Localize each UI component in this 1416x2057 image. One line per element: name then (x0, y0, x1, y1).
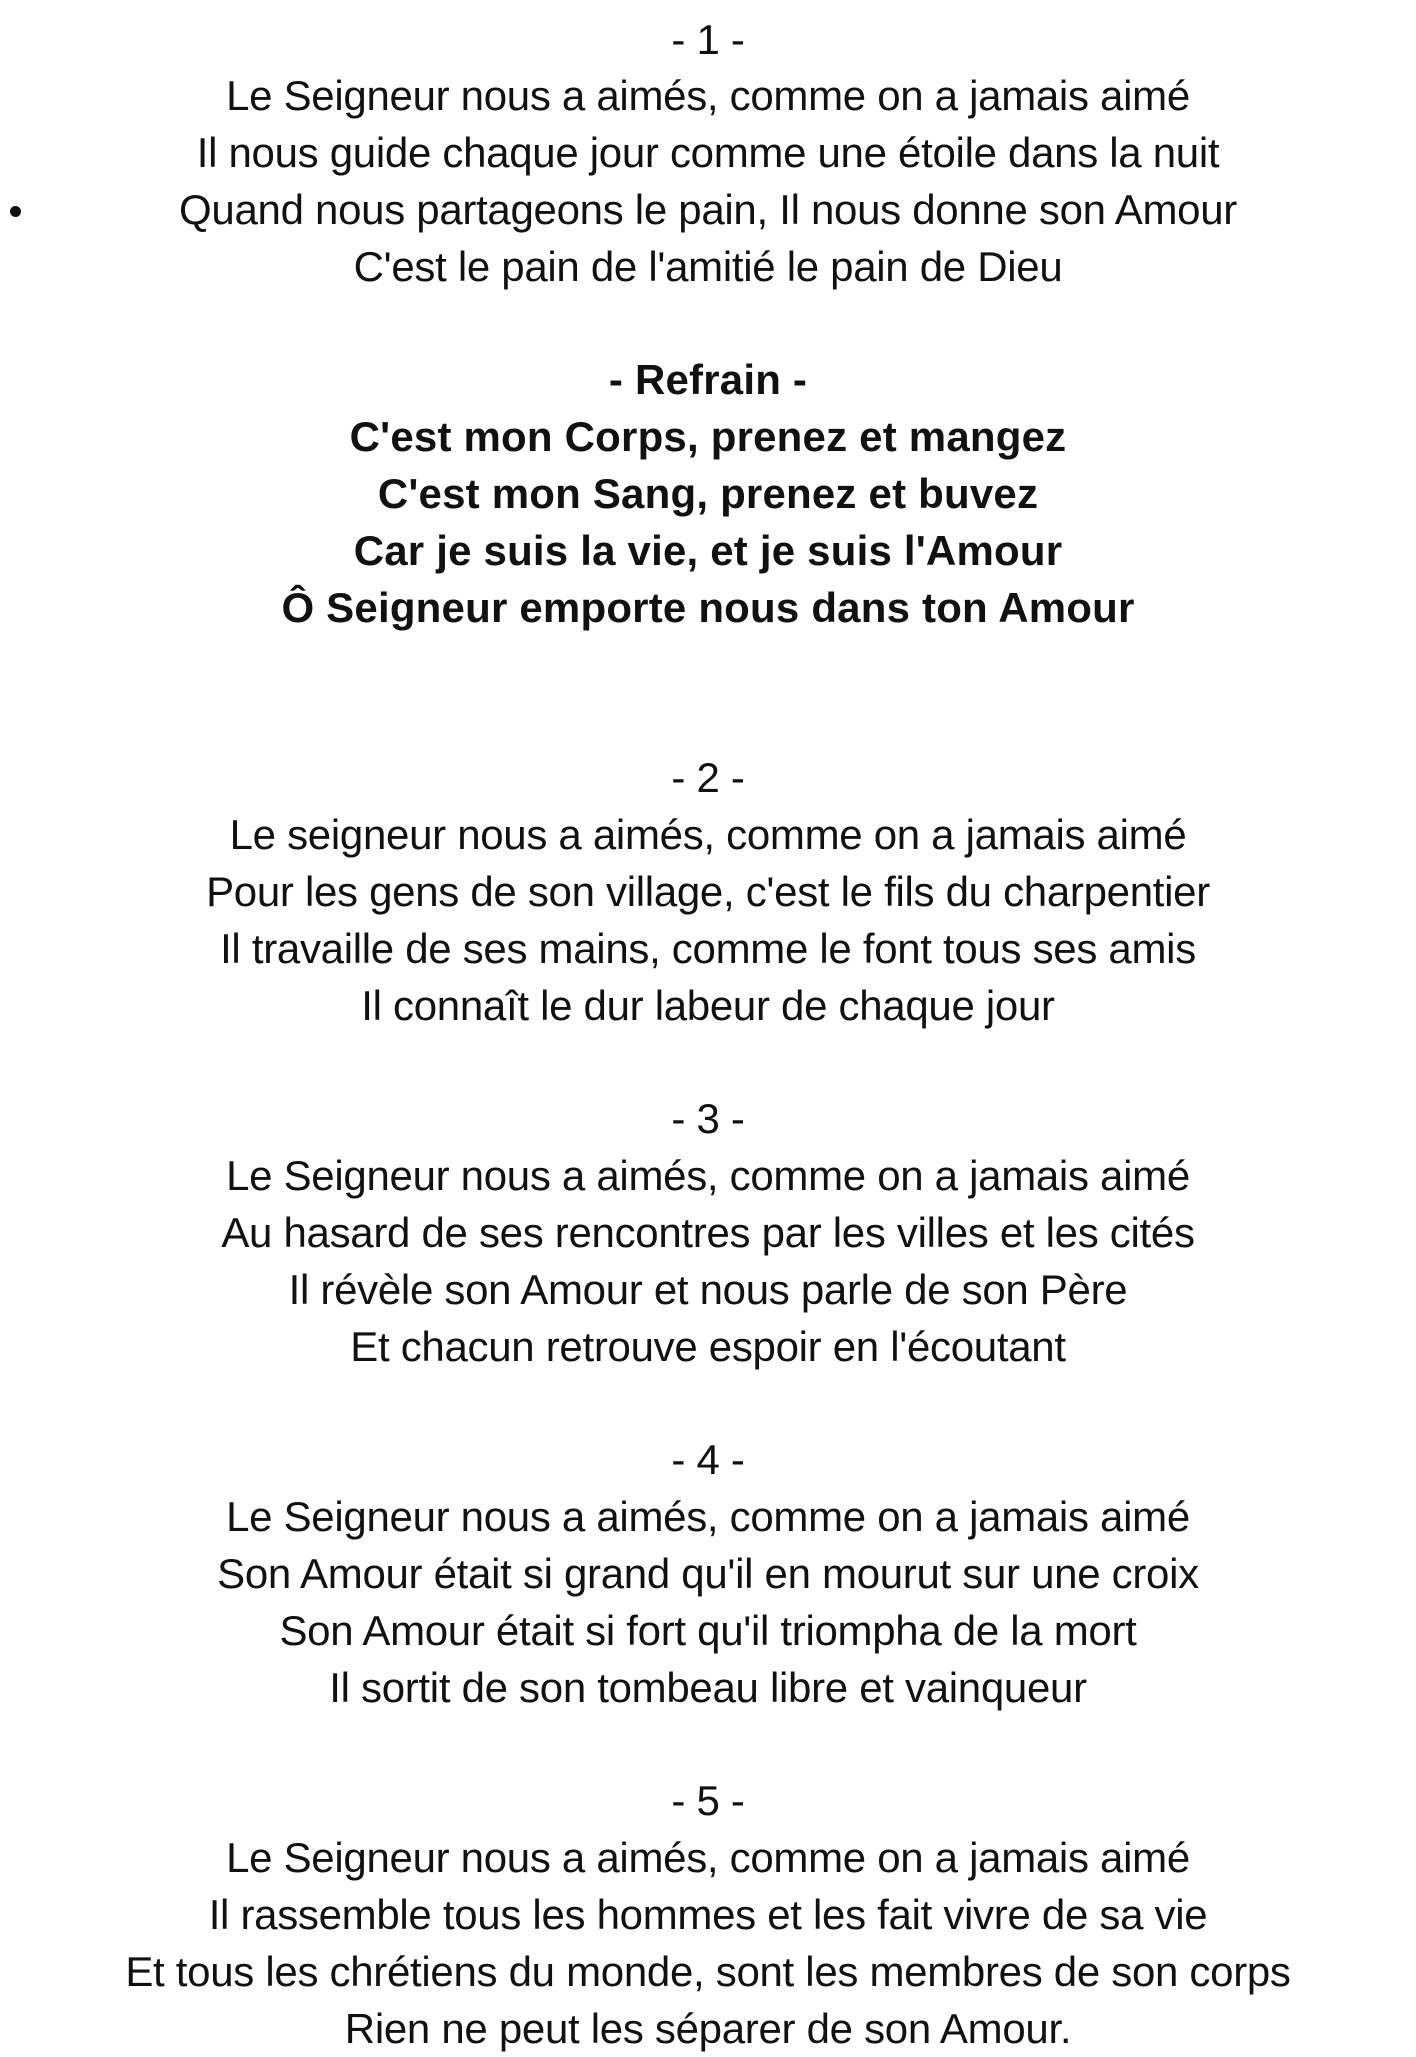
verse-1-line-2: Il nous guide chaque jour comme une étoile dans la nuit (196, 129, 1220, 176)
verse-1-line-3: Quand nous partageons le pain, Il nous donne son Amour (179, 186, 1237, 233)
refrain-heading: - Refrain - (608, 356, 808, 403)
verse-4-line-3: Son Amour était si fort qu'il triompha de la mort (279, 1607, 1137, 1654)
verse-4-line-4: Il sortit de son tombeau libre et vainqueur (329, 1664, 1087, 1711)
verse-1-line-4: C'est le pain de l'amitié le pain de Dieu (353, 243, 1063, 290)
verse-3-line-3: Il révèle son Amour et nous parle de son Père (288, 1266, 1128, 1313)
verse-3-line-4: Et chacun retrouve espoir en l'écoutant (350, 1323, 1066, 1370)
verse-3-heading: - 3 - (671, 1095, 745, 1142)
refrain-line-4: Ô Seigneur emporte nous dans ton Amour (281, 584, 1135, 631)
refrain-line-2: C'est mon Sang, prenez et buvez (377, 470, 1039, 517)
verse-2-line-4: Il connaît le dur labeur de chaque jour (361, 982, 1055, 1029)
verse-5-heading: - 5 - (671, 1777, 745, 1824)
verse-1-line-1: Le Seigneur nous a aimés, comme on a jamais aimé (226, 72, 1190, 119)
verse-2-heading: - 2 - (671, 754, 745, 801)
refrain-line-3: Car je suis la vie, et je suis l'Amour (353, 527, 1063, 574)
verse-4-heading: - 4 - (671, 1436, 745, 1483)
verse-5-line-1: Le Seigneur nous a aimés, comme on a jamais aimé (226, 1834, 1190, 1881)
verse-2-line-3: Il travaille de ses mains, comme le font tous ses amis (220, 925, 1196, 972)
verse-5-line-4: Rien ne peut les séparer de son Amour. (344, 2005, 1072, 2052)
verse-4-line-1: Le Seigneur nous a aimés, comme on a jamais aimé (226, 1493, 1190, 1540)
verse-3-line-1: Le Seigneur nous a aimés, comme on a jamais aimé (226, 1152, 1190, 1199)
verse-1-heading: - 1 - (671, 16, 745, 63)
verse-2-line-1: Le seigneur nous a aimés, comme on a jamais aimé (229, 811, 1187, 858)
verse-5-line-2: Il rassemble tous les hommes et les fait vivre de sa vie (208, 1891, 1208, 1938)
verse-4-line-2: Son Amour était si grand qu'il en mourut sur une croix (217, 1550, 1199, 1597)
verse-5-line-3: Et tous les chrétiens du monde, sont les membres de son corps (125, 1948, 1291, 1995)
verse-2-line-2: Pour les gens de son village, c'est le fils du charpentier (206, 868, 1210, 915)
verse-3-line-2: Au hasard de ses rencontres par les villes et les cités (221, 1209, 1195, 1256)
refrain-line-1: C'est mon Corps, prenez et mangez (349, 413, 1067, 460)
